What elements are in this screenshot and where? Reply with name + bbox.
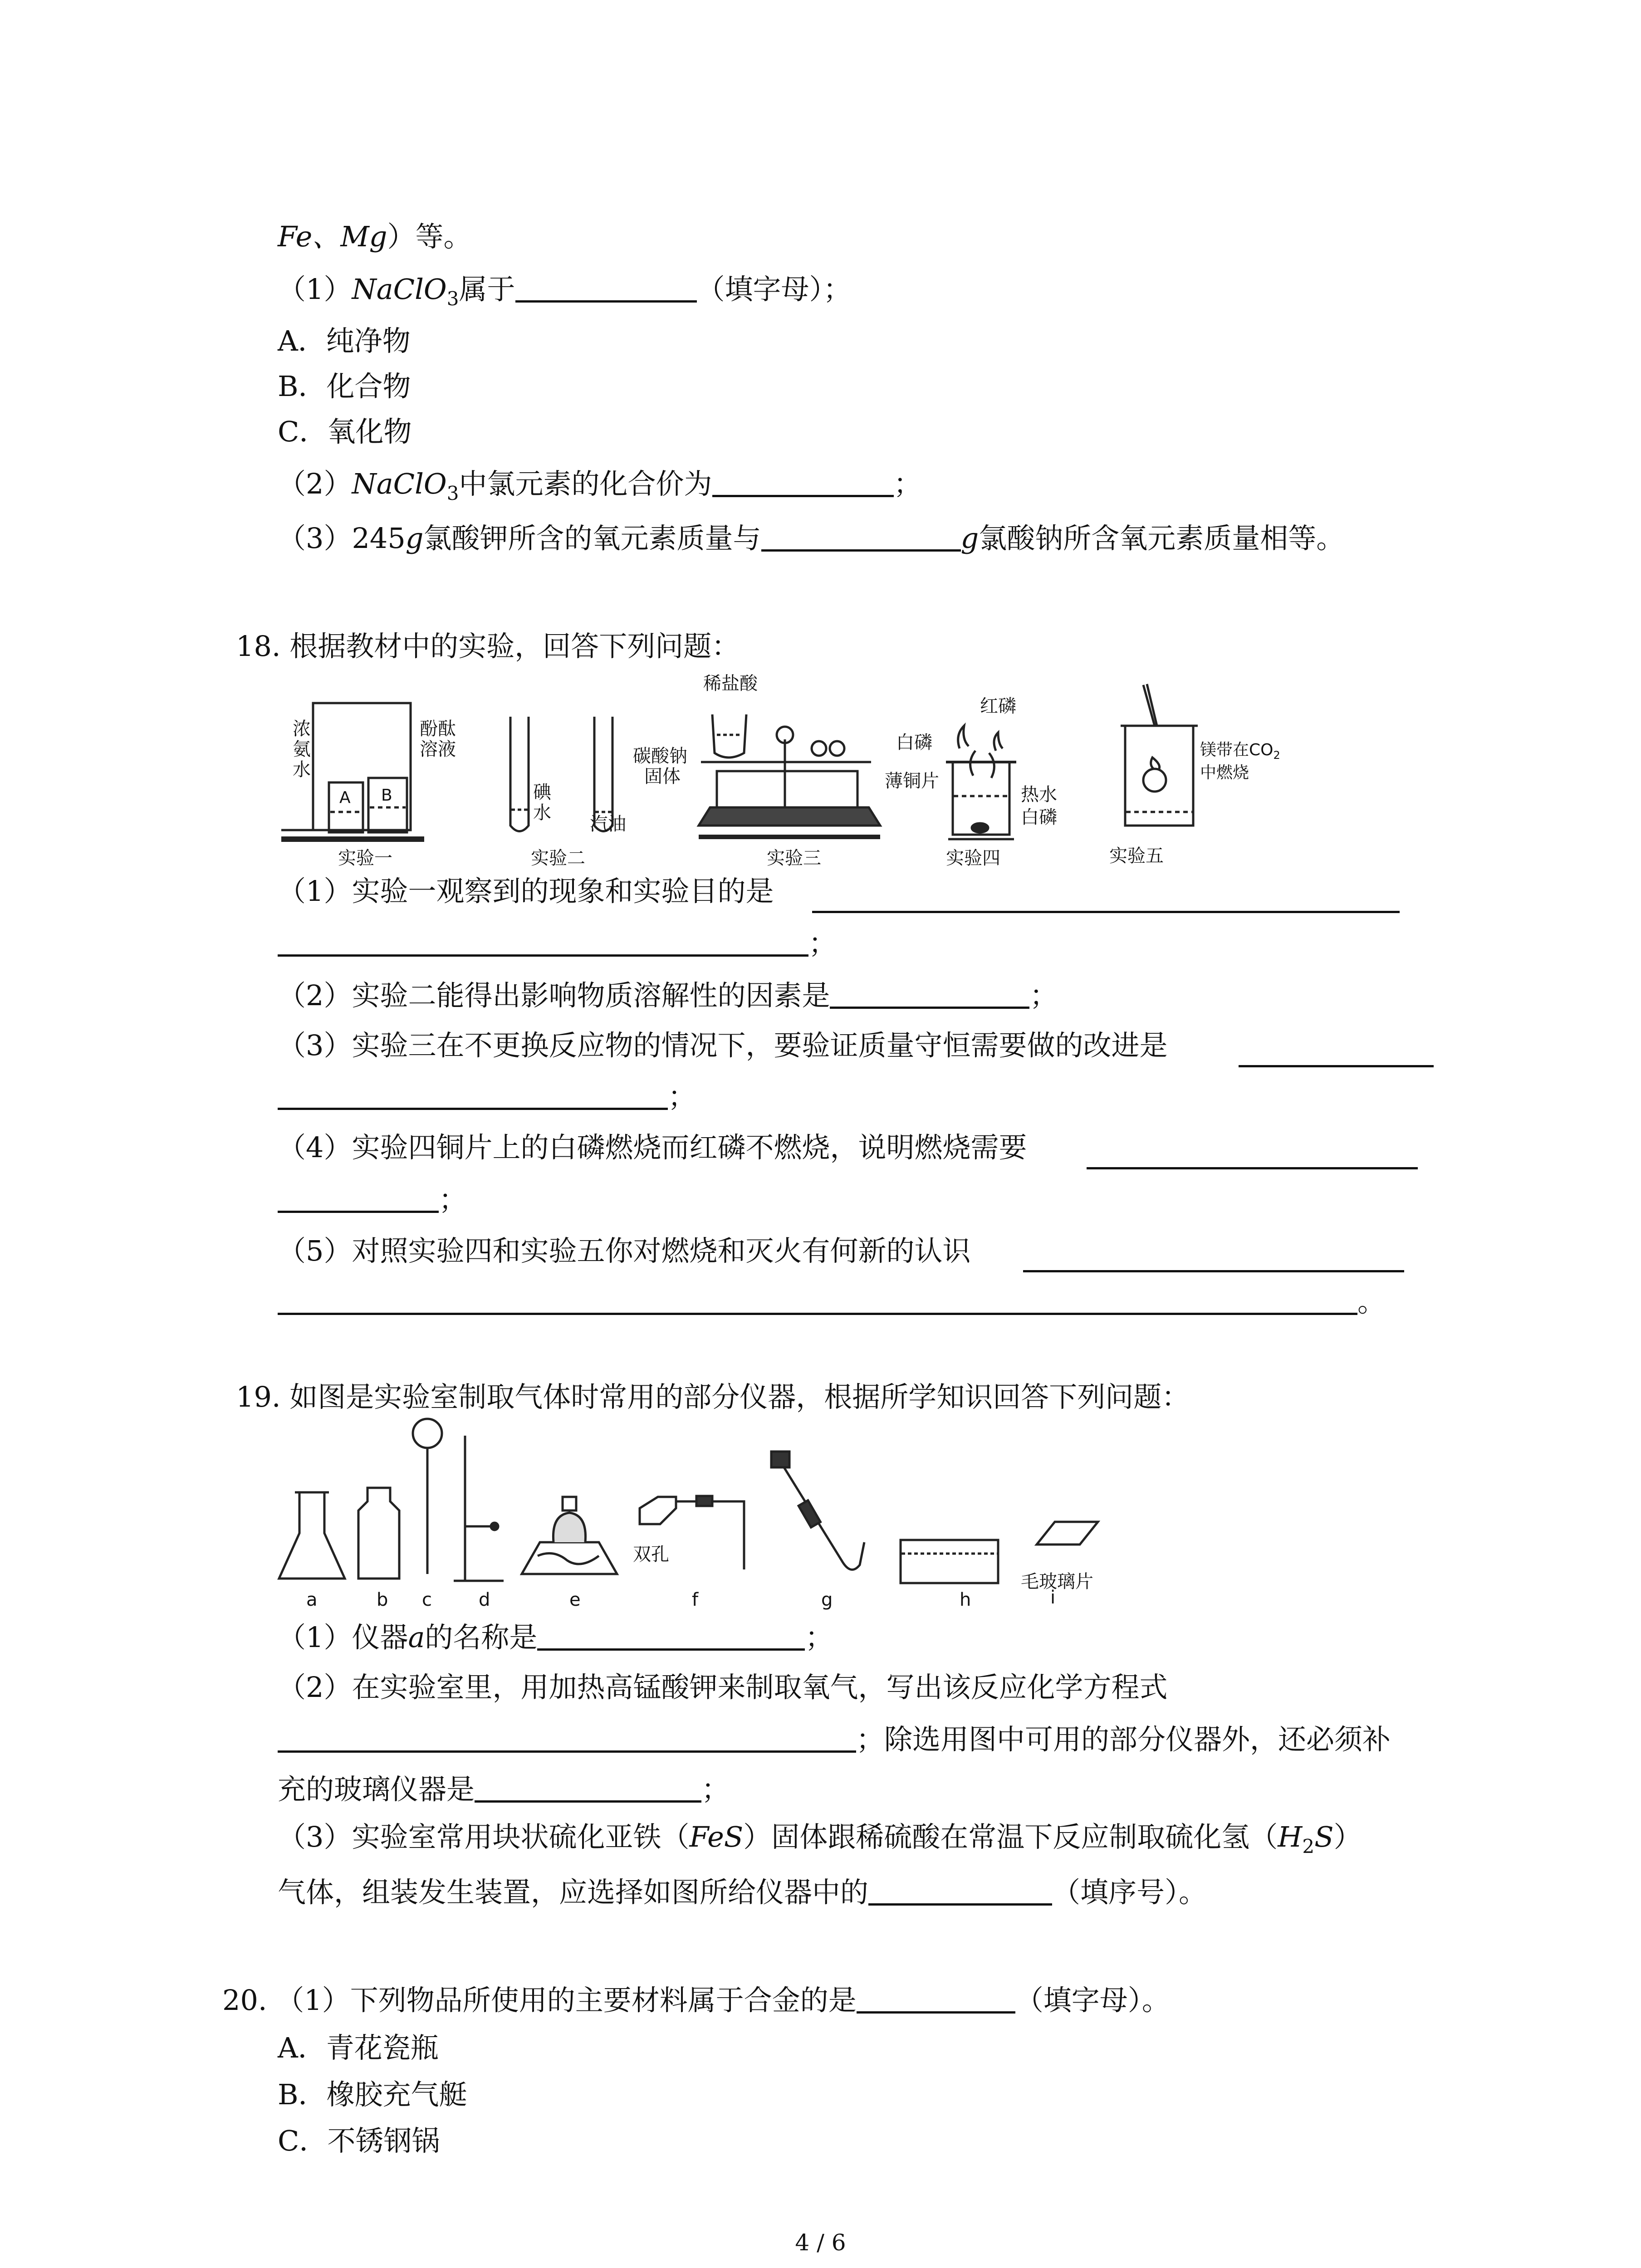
q19-part2-cont — [278, 1721, 1391, 1758]
unit-g: g — [960, 522, 979, 555]
q19-part2-cont-text: ；除选用图中可用的部分仪器外，还必须补 — [856, 1723, 1391, 1756]
q20-option-a: A．青花瓷瓶 — [278, 2031, 439, 2064]
tripod — [522, 1542, 617, 1574]
q19-part3-b: ）固体跟稀硫酸在常温下反应制取硫化氢（ — [743, 1820, 1278, 1853]
q18-part1-end: ； — [808, 927, 837, 960]
label-phenolphthalein-1: 酚酞 — [420, 719, 456, 739]
q18-part5-text: （5）对照实验四和实验五你对燃烧和灭火有何新的认识 — [278, 1234, 971, 1267]
page-number: 4 / 6 — [795, 2229, 846, 2256]
q18-part4-end: ； — [439, 1183, 467, 1216]
q19-part1 — [278, 1619, 833, 1656]
q19-part3-c: ） — [1333, 1820, 1362, 1853]
q18-part1-text: （1）实验一观察到的现象和实验目的是 — [278, 875, 774, 908]
q17-part3-tail: 氯酸钠所含氧元素质量相等。 — [979, 522, 1345, 555]
water-trough — [901, 1540, 998, 1583]
answer-blank-20-1[interactable] — [857, 1982, 1015, 2014]
label-double-hole: 双孔 — [633, 1544, 669, 1565]
label-d: d — [479, 1589, 490, 1610]
q17-part2-mid: 中氯元素的化合价为 — [459, 467, 712, 500]
label-iodine-right: 水 — [533, 802, 551, 823]
q18-part3-text: （3）实验三在不更换反应物的情况下，要验证质量守恒需要做的改进是 — [278, 1029, 1168, 1062]
q18-part4-text: （4）实验四铜片上的白磷燃烧而红磷不燃烧，说明燃烧需要 — [278, 1131, 1027, 1164]
label-exp2: 实验二 — [531, 848, 585, 869]
label-g: g — [821, 1589, 833, 1610]
q17-part1-num: （1） — [278, 273, 352, 306]
q17-intro-end: ）等。 — [387, 220, 472, 253]
label-cup-b: B — [381, 786, 392, 805]
label-red-phosphorus: 红磷 — [980, 696, 1016, 717]
q18-part2-end: ； — [1029, 979, 1058, 1012]
unit-g: g — [405, 522, 424, 555]
frosted-glass-plate — [1037, 1522, 1098, 1545]
q17-part1-mid: 属于 — [459, 273, 515, 306]
label-b: b — [377, 1589, 388, 1610]
q19-part3-cont — [278, 1874, 1207, 1911]
label-hot-water: 热水 — [1021, 784, 1057, 805]
q19-part2-line3 — [278, 1771, 730, 1808]
label-frosted-glass: 毛玻璃片 — [1021, 1571, 1093, 1592]
label-nh3-1: 浓 — [293, 719, 311, 739]
formula-sub-2: 2 — [1302, 1835, 1315, 1857]
q17-part2-num: （2） — [278, 467, 352, 500]
q19-part2: （2）在实验室里，用加热高锰酸钾来制取氧气，写出该反应化学方程式 — [278, 1671, 1168, 1704]
q20-stem — [222, 1982, 1170, 2019]
q19-var-a: a — [408, 1621, 425, 1654]
label-c: c — [422, 1589, 432, 1610]
label-mg-co2-2: 中燃烧 — [1200, 763, 1249, 782]
label-e: e — [569, 1589, 581, 1610]
label-cup-a: A — [339, 788, 351, 807]
q19-part2-end: ； — [701, 1773, 730, 1806]
q19-part3-line2: 气体，组装发生装置，应选择如图所给仪器中的 — [278, 1876, 869, 1909]
formula-fes: FeS — [689, 1820, 744, 1853]
q18-part2-text: （2）实验二能得出影响物质溶解性的因素是 — [278, 979, 830, 1012]
label-a: a — [306, 1589, 318, 1610]
q17-option-b: B．化合物 — [278, 370, 411, 403]
q20-stem-text: 20. （1）下列物品所使用的主要材料属于合金的是 — [222, 1984, 857, 2017]
q19-part3 — [278, 1819, 1362, 1865]
label-h: h — [960, 1589, 971, 1610]
formula-h: H — [1278, 1820, 1303, 1853]
wide-mouth-bottle — [358, 1488, 399, 1579]
q18-stem: 18. 根据教材中的实验，回答下列问题： — [236, 630, 740, 663]
label-white-phosphorus-top: 白磷 — [896, 732, 932, 753]
label-iodine-left: 碘 — [533, 782, 551, 803]
formula-naclo3: NaClO — [352, 273, 447, 306]
q19-part3-end: （填序号）。 — [1052, 1876, 1207, 1909]
formula-subscript: 3 — [446, 288, 459, 310]
q17-part3-head: （3）245 — [278, 522, 406, 555]
q19-part1-end: ； — [805, 1621, 833, 1654]
answer-blank-19-2a[interactable] — [278, 1721, 856, 1753]
label-exp4: 实验四 — [946, 848, 1000, 869]
label-phenolphthalein-2: 溶液 — [420, 739, 456, 760]
label-nh3-3: 水 — [293, 759, 311, 780]
formula-subscript: 3 — [446, 482, 459, 504]
q19-stem: 19. 如图是实验室制取气体时常用的部分仪器，根据所学知识回答下列问题： — [236, 1380, 1190, 1413]
answer-blank-19-2b[interactable] — [475, 1771, 701, 1803]
label-white-phosphorus-bottom: 白磷 — [1021, 807, 1057, 828]
q17-option-a: A．纯净物 — [278, 324, 411, 357]
q19-part3-a: （3）实验室常用块状硫化亚铁（ — [278, 1820, 690, 1853]
q17-elements: Fe、Mg — [278, 220, 387, 253]
bent-tube — [771, 1456, 864, 1569]
formula-s: S — [1314, 1820, 1334, 1853]
q20-stem-end: （填字母）。 — [1015, 1984, 1170, 2017]
iron-stand — [454, 1436, 504, 1581]
double-hole-stopper — [640, 1497, 676, 1524]
q18-part5-end: 。 — [1357, 1285, 1386, 1318]
label-nh3-2: 氨 — [293, 739, 311, 760]
label-na2co3-2: 固体 — [644, 766, 681, 787]
q17-part2-tail: ； — [893, 467, 922, 500]
answer-blank-19-3[interactable] — [868, 1874, 1052, 1906]
funnel-bulb — [413, 1419, 442, 1448]
q20-option-b: B．橡胶充气艇 — [278, 2078, 467, 2111]
answer-blank-19-1[interactable] — [537, 1619, 805, 1651]
label-mg-co2-1: 镁带在$CO_2$ — [1200, 741, 1280, 762]
label-i: i — [1050, 1587, 1056, 1608]
q20-option-c: C．不锈钢锅 — [278, 2124, 440, 2157]
q18-part3-end: ； — [668, 1080, 696, 1113]
formula-naclo3: NaClO — [352, 467, 447, 500]
label-na2co3-1: 碳酸钠 — [633, 746, 687, 767]
erlenmeyer-flask — [279, 1492, 345, 1579]
label-hcl: 稀盐酸 — [703, 673, 758, 694]
label-f: f — [692, 1589, 699, 1610]
q19-part1-head: （1）仪器 — [278, 1621, 408, 1654]
q19-part2-line3-text: 充的玻璃仪器是 — [278, 1773, 475, 1806]
label-copper-sheet: 薄铜片 — [885, 771, 939, 792]
q17-part1-tail: （填字母）； — [696, 273, 852, 306]
q17-part3-mid: 氯酸钾所含的氧元素质量与 — [423, 522, 761, 555]
label-exp5: 实验五 — [1109, 846, 1164, 866]
q19-part1-mid: 的名称是 — [425, 1621, 538, 1654]
label-gasoline: 汽油 — [590, 814, 626, 835]
q17-option-c: C．氧化物 — [278, 415, 412, 448]
label-exp3: 实验三 — [767, 848, 821, 869]
label-exp1: 实验一 — [338, 848, 392, 869]
